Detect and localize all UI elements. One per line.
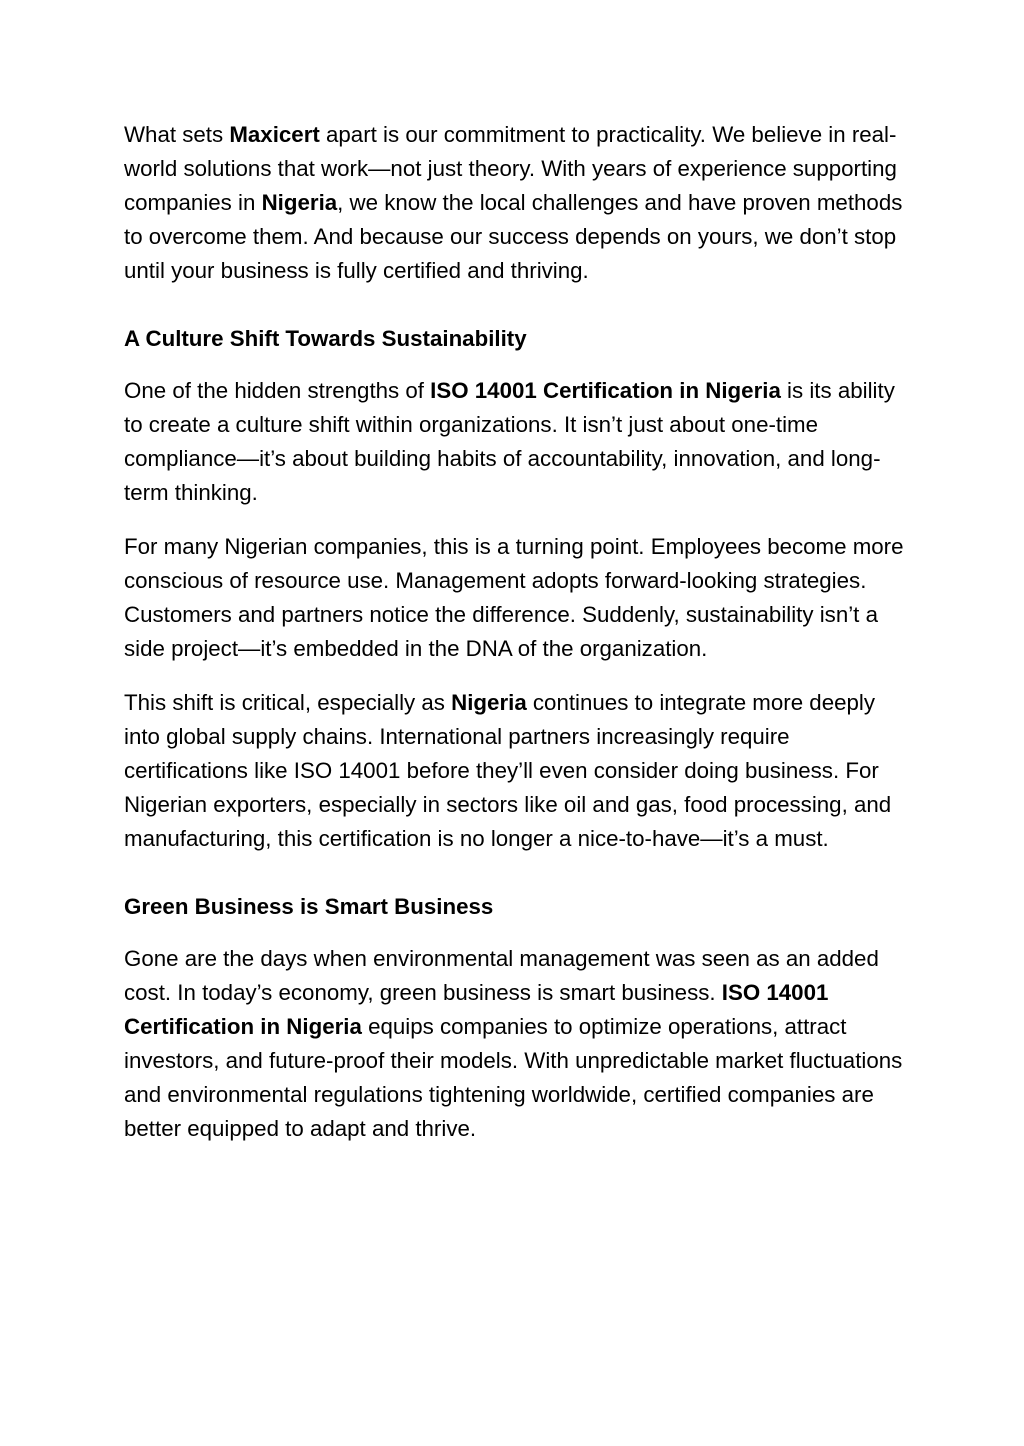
document-page (124, 118, 904, 1166)
text-run: This shift is critical, especially as (124, 690, 452, 715)
text-run: What sets (124, 122, 230, 147)
section-heading-green-business: Green Business is Smart Business (124, 894, 494, 919)
text-run: For many Nigerian companies, this is a turning point. Employees become more conscious of resource use. Management adopts forward-looking strategies. Customers and partners notice the difference. Suddenly, sustainability isn’t a side project—it’s embedded in the DNA of the organization. (124, 534, 904, 661)
bold-country-name: Nigeria (261, 190, 338, 215)
text-run: continues to integrate more deeply into global supply chains. International partners increasingly require certifications like ISO 14001 before they’ll even consider doing business. For Nigerian exporters, especially in sectors like oil and gas, food processing, and manufacturing, this certification is no longer a nice-to-have—it’s a must. (124, 690, 892, 851)
text-run: One of the hidden strengths of (124, 378, 431, 403)
paragraph-green-business-smart (124, 942, 904, 1146)
paragraph-global-supply-chains (124, 686, 904, 856)
paragraph-maxicert-practicality (124, 118, 904, 288)
bold-country-name: Nigeria (451, 690, 527, 715)
paragraph-turning-point (124, 530, 904, 666)
paragraph-hidden-strengths (124, 374, 904, 510)
text-run: equips companies to optimize operations, attract investors, and future-proof their models. With unpredictable market fluctuations and environmental regulations tightening worldwide, certified companies are better equipped to adapt and thrive. (124, 1014, 903, 1141)
bold-certification-name: ISO 14001 Certification in Nigeria (124, 980, 829, 1039)
text-run: , we know the local challenges and have proven methods to overcome them. And because our success depends on yours, we don’t stop until your business is fully certified and thriving. (124, 190, 903, 283)
section-heading-culture-shift: A Culture Shift Towards Sustainability (124, 326, 527, 351)
text-run: Gone are the days when environmental management was seen as an added cost. In today’s economy, green business is smart business. (124, 946, 879, 1005)
text-run: apart is our commitment to practicality. We believe in real-world solutions that work—not just theory. With years of experience supporting companies in (124, 122, 897, 215)
bold-certification-name: ISO 14001 Certification in Nigeria (430, 378, 781, 403)
bold-company-name: Maxicert (229, 122, 320, 147)
text-run: is its ability to create a culture shift within organizations. It isn’t just about one-time compliance—it’s about building habits of accountability, innovation, and long-term thinking. (124, 378, 895, 505)
